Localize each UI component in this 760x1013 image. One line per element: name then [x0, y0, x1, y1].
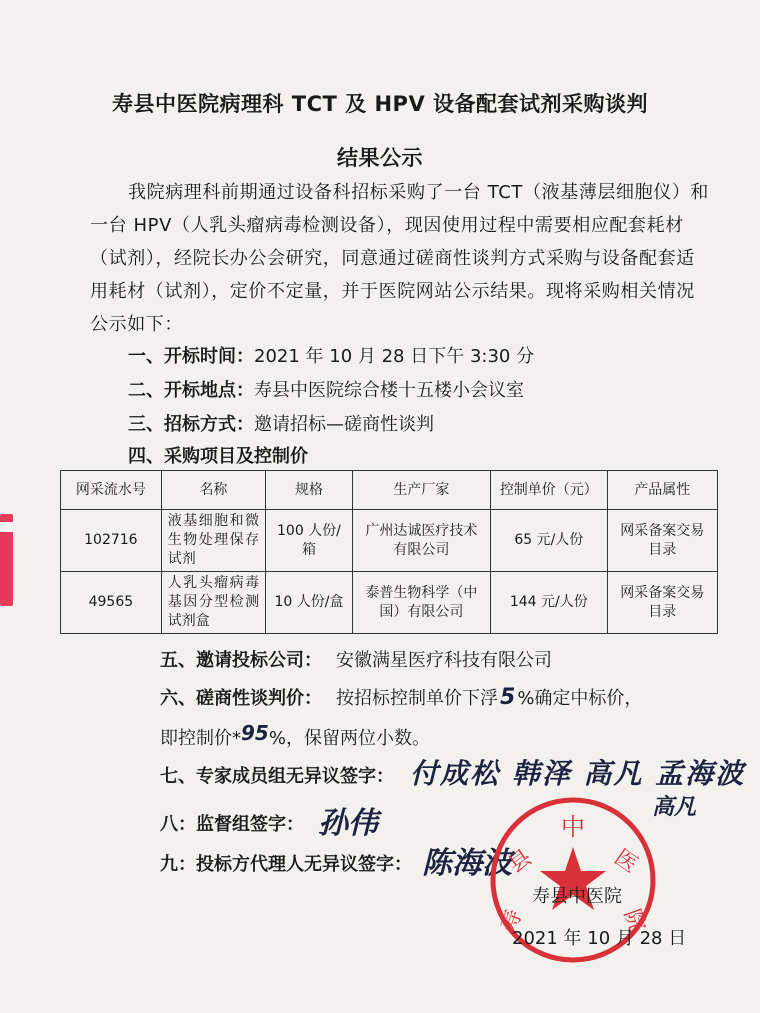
table-header-cell: 生产厂家 — [352, 471, 490, 510]
seal-char-top: 中 — [561, 813, 585, 841]
table-header-cell: 名称 — [161, 471, 265, 510]
item-expert-signatures — [160, 762, 394, 788]
item-negotiated-price-cont-b: %，保留两位小数。 — [268, 728, 430, 749]
intro-paragraph — [90, 176, 710, 341]
item-bidder-signature — [160, 850, 412, 876]
item-supervisor-signature — [160, 810, 304, 836]
table-row — [61, 510, 718, 572]
procurement-table — [60, 470, 718, 634]
item-bid-time-value: 2021 年 10 月 28 日下午 3:30 分 — [254, 346, 535, 367]
table-cell: 网采备案交易目录 — [607, 572, 717, 634]
item-negotiated-price-cont — [160, 721, 430, 750]
table-cell: 10 人份/盒 — [266, 572, 353, 634]
item-invited-company — [160, 646, 552, 672]
supervisor-signature-2: 高凡 — [652, 794, 697, 820]
table-cell: 网采备案交易目录 — [607, 510, 717, 572]
item-negotiated-price-label: 六、磋商性谈判价： — [160, 688, 322, 709]
item-invited-company-value: 安徽满星医疗科技有限公司 — [336, 650, 552, 671]
bidder-signature: 陈海波 — [422, 846, 512, 881]
table-header-cell: 产品属性 — [607, 471, 717, 510]
table-cell: 65 元/人份 — [491, 510, 608, 572]
document-title: 寿县中医院病理科 TCT 及 HPV 设备配套试剂采购谈判 — [111, 92, 649, 116]
item-negotiated-price-value-a: 按招标控制单价下浮 — [336, 688, 498, 709]
item-bidder-signature-label: 九：投标方代理人无异议签字： — [160, 854, 412, 875]
item-procurement-label: 四、采购项目及控制价 — [128, 446, 308, 467]
item-bid-location-value: 寿县中医院综合楼十五楼小会议室 — [254, 380, 524, 401]
table-row — [61, 572, 718, 634]
table-header-cell: 规格 — [266, 471, 353, 510]
item-expert-signatures-label: 七、专家成员组无异议签字： — [160, 766, 394, 787]
binder-clip-gap — [0, 522, 13, 532]
item-negotiated-price-cont-a: 即控制价* — [160, 728, 241, 749]
table-cell: 100 人份/箱 — [266, 510, 353, 572]
handwritten-percent-2: 95 — [241, 721, 269, 745]
item-supervisor-signature-label: 八：监督组签字： — [160, 814, 304, 835]
table-header-cell: 控制单价（元） — [491, 471, 608, 510]
table-cell: 49565 — [61, 572, 162, 634]
supervisor-signature: 孙伟 — [318, 806, 378, 841]
item-invited-company-label: 五、邀请投标公司： — [160, 650, 322, 671]
item-bid-method-label: 三、招标方式： — [128, 414, 254, 435]
intro-text: 我院病理科前期通过设备科招标采购了一台 TCT（液基薄层细胞仪）和一台 HPV（人乳头瘤病毒检测设备），现因使用过程中需要相应配套耗材（试剂），经院长办公会研究，同意通过磋商性谈判方式采购与设备配套适用耗材（试剂），定价不定量，并于医院网站公示结果。现将采购相关情况公示如下： — [90, 182, 710, 335]
item-bid-time — [128, 342, 534, 368]
table-cell: 102716 — [61, 510, 162, 572]
item-bid-location — [128, 376, 524, 402]
seal-char-bottom-left: 寿 — [496, 906, 528, 936]
issue-date: 2021 年 10 月 28 日 — [512, 928, 687, 949]
document-subtitle: 结果公示 — [337, 146, 423, 170]
table-cell: 144 元/人份 — [491, 572, 608, 634]
table-header-cell: 网采流水号 — [61, 471, 162, 510]
item-procurement — [128, 442, 308, 468]
seal-char-right: 医 — [609, 845, 642, 879]
expert-signatures: 付成松 韩泽 高凡 孟海波 — [410, 757, 746, 790]
item-bid-location-label: 二、开标地点： — [128, 380, 254, 401]
item-bid-method-value: 邀请招标—磋商性谈判 — [254, 414, 434, 435]
seal-char-bottom-right: 院 — [618, 906, 650, 936]
table-cell: 泰普生物科学（中国）有限公司 — [352, 572, 490, 634]
handwritten-percent: 5 — [500, 685, 516, 710]
table-cell: 液基细胞和微生物处理保存试剂 — [161, 510, 265, 572]
table-cell: 广州达诚医疗技术有限公司 — [352, 510, 490, 572]
item-bid-method — [128, 410, 434, 436]
seal-char-left: 县 — [504, 845, 537, 879]
item-negotiated-price — [160, 684, 642, 710]
item-bid-time-label: 一、开标时间： — [128, 346, 254, 367]
item-negotiated-price-value-b: %确定中标价， — [517, 688, 643, 709]
issuer-name: 寿县中医院 — [532, 886, 622, 907]
table-cell: 人乳头瘤病毒基因分型检测试剂盒 — [161, 572, 265, 634]
table-header-row — [61, 471, 718, 510]
